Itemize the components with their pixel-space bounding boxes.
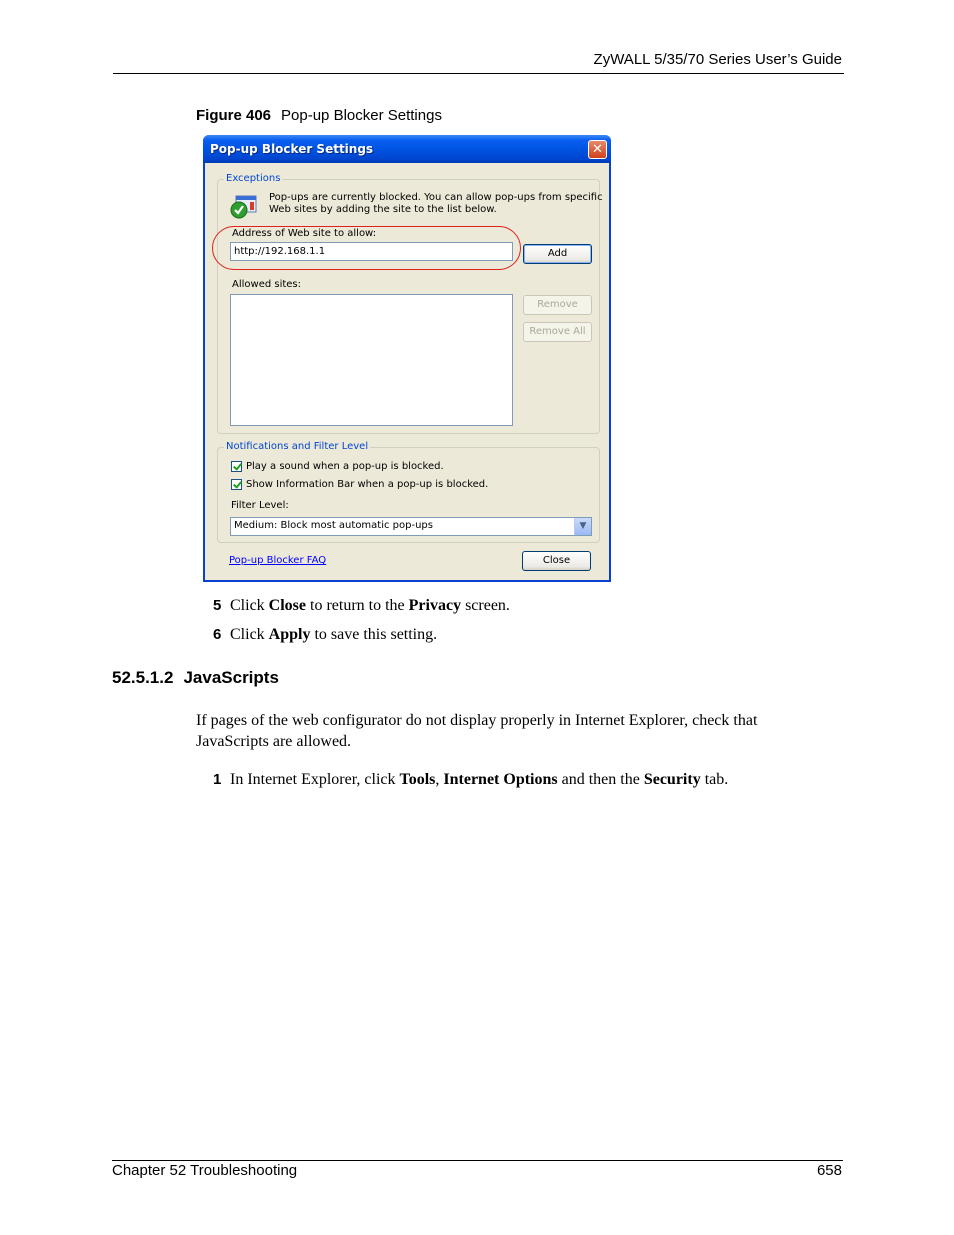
filter-level-value: Medium: Block most automatic pop-ups — [234, 520, 433, 531]
address-input[interactable]: http://192.168.1.1 — [230, 242, 513, 261]
step-bold: Internet Options — [443, 771, 558, 788]
remove-all-button[interactable]: Remove All — [523, 322, 592, 342]
step-number: 1 — [213, 771, 222, 788]
address-label: Address of Web site to allow: — [232, 228, 377, 239]
notifications-group — [217, 441, 600, 543]
notifications-legend: Notifications and Filter Level — [226, 441, 369, 452]
dialog-titlebar — [203, 135, 611, 163]
step-text: Click — [230, 626, 269, 643]
step-text: Click — [230, 597, 269, 614]
step-text: to save this setting. — [310, 626, 438, 643]
step-bold: Security — [643, 771, 701, 788]
allowed-sites-label: Allowed sites: — [232, 279, 302, 290]
step-bold: Privacy — [408, 597, 462, 614]
section-title: JavaScripts — [183, 668, 279, 687]
footer-chapter: Chapter 52 Troubleshooting — [112, 1162, 298, 1179]
figure-title: Pop-up Blocker Settings — [281, 107, 442, 124]
step-text: and then the — [557, 771, 644, 788]
add-button[interactable]: Add — [523, 244, 592, 264]
section-number: 52.5.1.2 — [112, 668, 174, 687]
body-paragraph: If pages of the web configurator do not display properly in Internet Explorer, check that JavaScripts are allowed. — [196, 712, 758, 750]
figure-caption — [196, 107, 442, 124]
step-number: 6 — [213, 626, 222, 643]
popup-blocker-faq-link[interactable]: Pop-up Blocker FAQ — [229, 555, 327, 566]
exceptions-legend: Exceptions — [226, 173, 281, 184]
step-bold: Apply — [268, 626, 311, 643]
remove-button[interactable]: Remove — [523, 295, 592, 315]
close-icon[interactable]: ✕ — [588, 140, 607, 159]
section-heading — [112, 668, 279, 688]
close-button[interactable]: Close — [522, 551, 591, 571]
filter-level-label: Filter Level: — [231, 500, 289, 511]
step-text: to return to the — [306, 597, 409, 614]
filter-level-select[interactable] — [230, 517, 592, 536]
step-number: 5 — [213, 597, 222, 614]
chevron-down-icon[interactable]: ▼ — [574, 518, 591, 535]
play-sound-checkbox[interactable] — [231, 461, 242, 472]
step-bold: Close — [268, 597, 306, 614]
step-bold: Tools — [399, 771, 436, 788]
footer-page-number: 658 — [816, 1162, 842, 1179]
footer-rule — [112, 1160, 843, 1161]
step-text: screen. — [461, 597, 510, 614]
step-1 — [213, 771, 728, 789]
figure-label: Figure 406 — [196, 107, 272, 124]
page-header-title: ZyWALL 5/35/70 Series User’s Guide — [593, 51, 842, 68]
dialog-title: Pop-up Blocker Settings — [210, 142, 374, 156]
popup-blocker-dialog — [203, 135, 611, 582]
step-text: In Internet Explorer, click — [230, 771, 400, 788]
step-6 — [213, 626, 437, 644]
info-line-2: Web sites by adding the site to the list below. — [269, 204, 497, 215]
info-bar-label: Show Information Bar when a pop-up is blocked. — [246, 479, 489, 490]
shield-check-icon — [230, 195, 258, 219]
step-text: , — [435, 771, 444, 788]
exceptions-group — [217, 173, 603, 434]
allowed-sites-list[interactable] — [230, 294, 513, 426]
step-5 — [213, 597, 510, 615]
play-sound-label: Play a sound when a pop-up is blocked. — [246, 461, 444, 472]
info-bar-checkbox[interactable] — [231, 479, 242, 490]
info-line-1: Pop-ups are currently blocked. You can allow pop-ups from specific — [269, 192, 603, 203]
step-text: tab. — [700, 771, 729, 788]
header-rule — [113, 73, 844, 74]
